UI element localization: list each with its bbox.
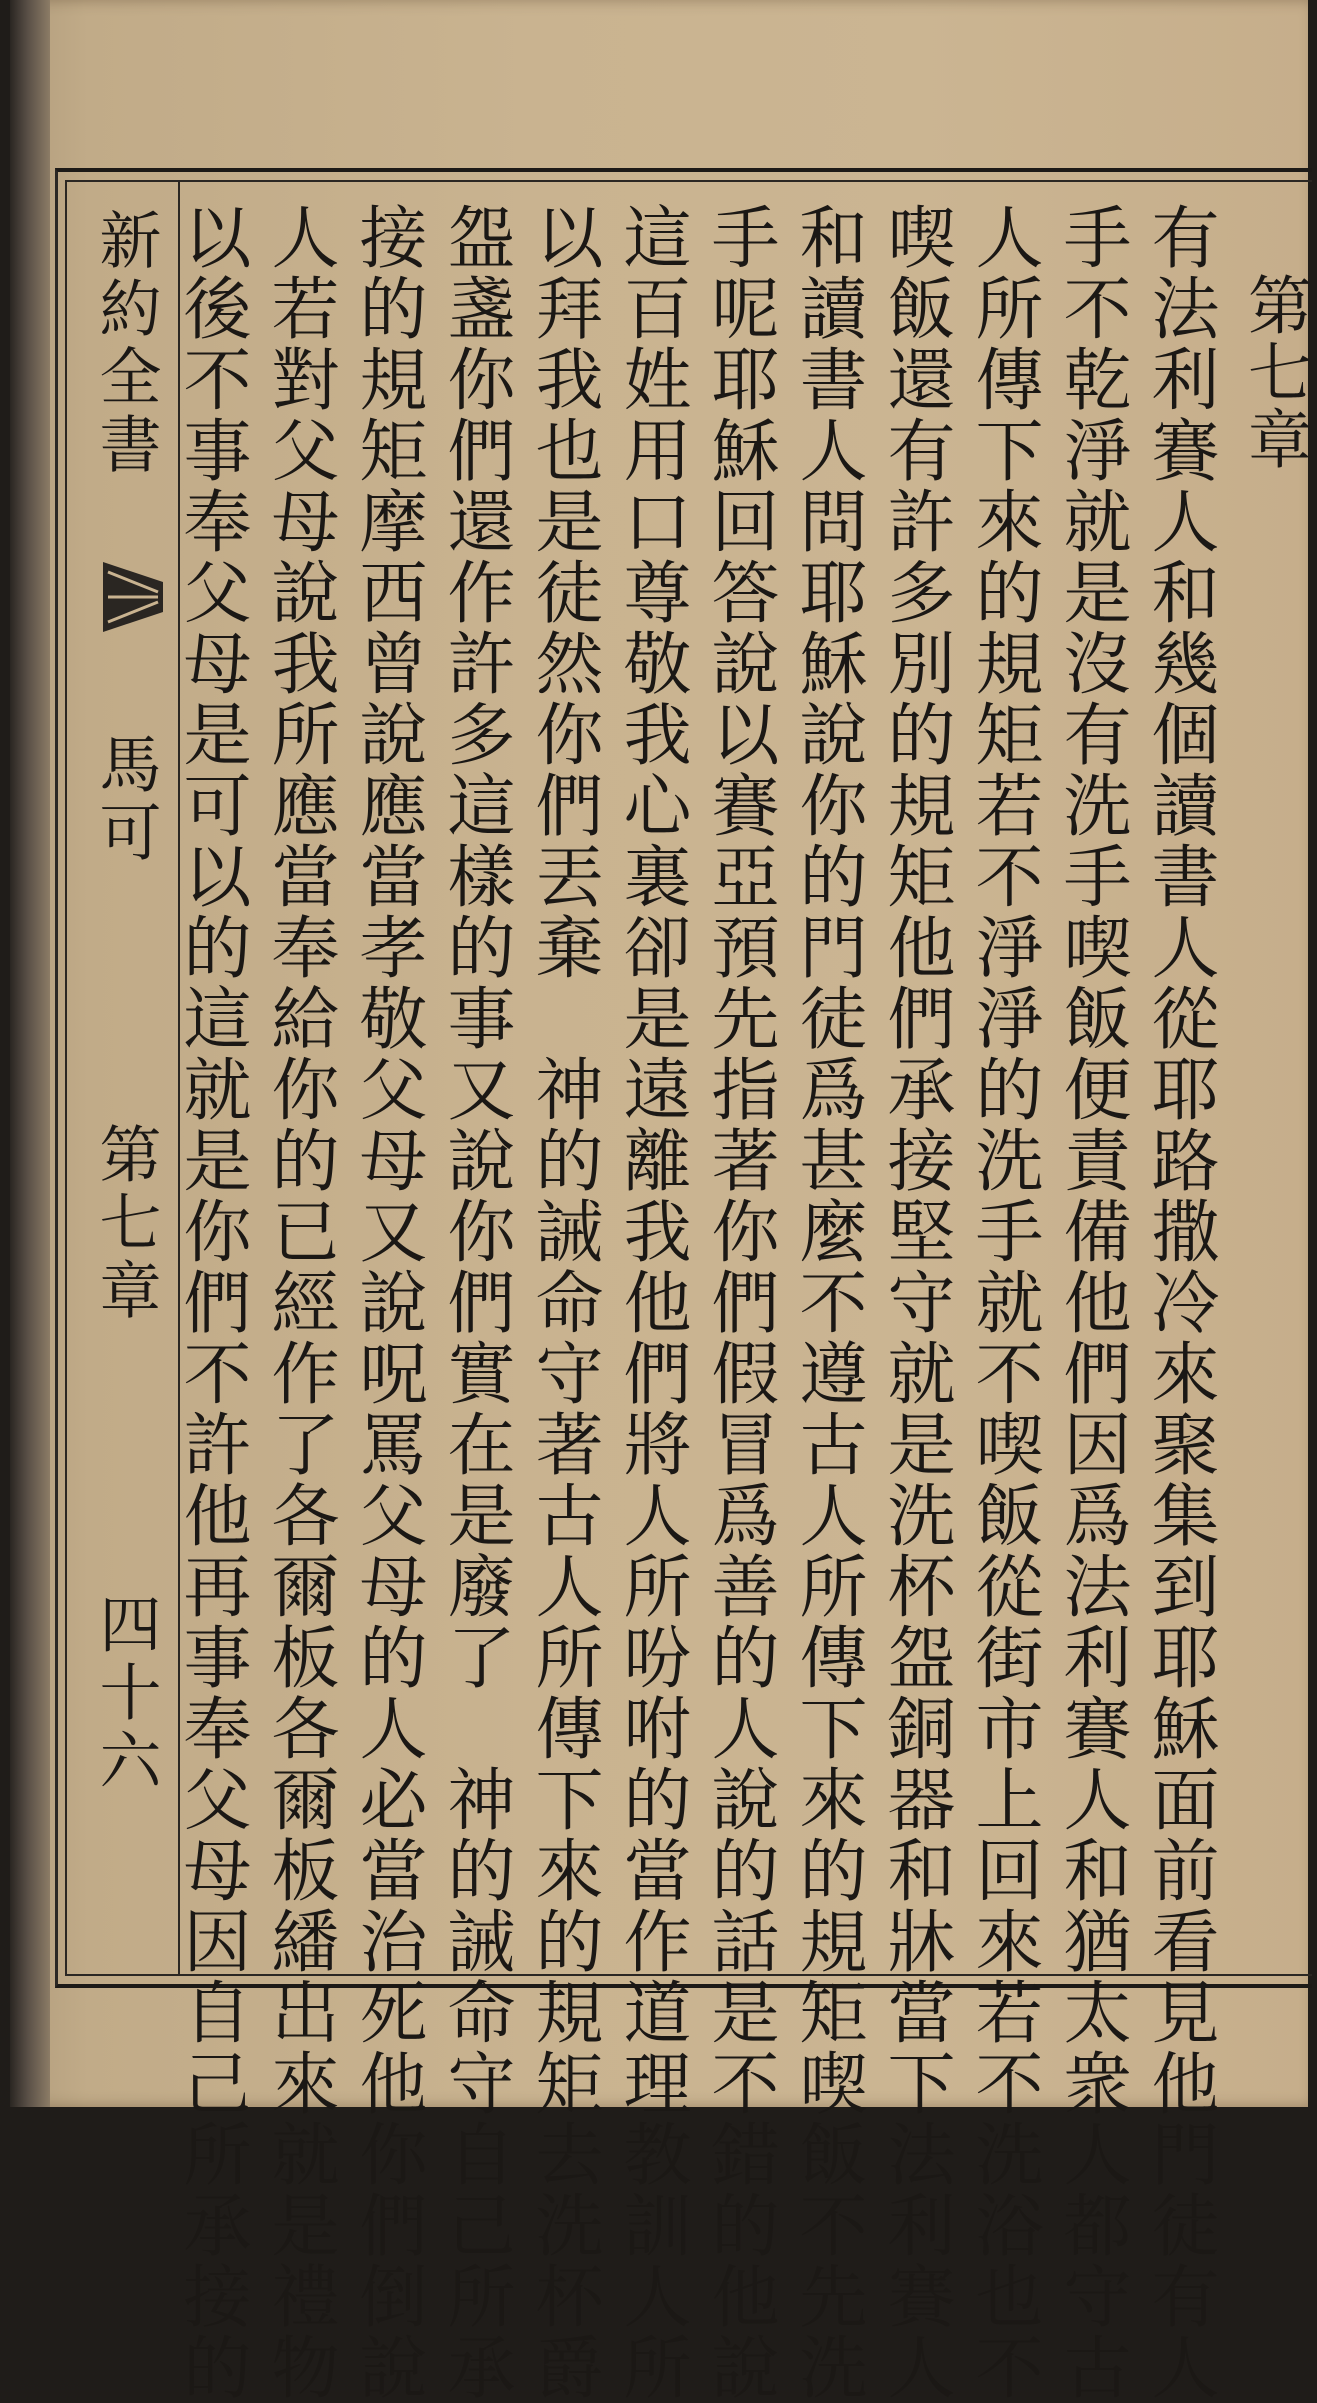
page-spine-edge	[10, 0, 50, 2107]
text-column: 以拜我也是徒然你們丟棄 神的誡命守著古人所傳下來的規矩去洗杯爵	[524, 202, 603, 2403]
gospel-name: 馬可	[89, 732, 162, 868]
fishtail-mark-icon	[98, 552, 168, 642]
margin-chapter: 第七章	[89, 1122, 162, 1326]
text-frame	[55, 168, 1312, 2403]
text-column: 以後不事奉父母是可以的這就是你們不許他再事奉父母因自己所承接的	[172, 202, 251, 2403]
text-column: 和讀書人問耶穌說你的門徒爲甚麼不遵古人所傳下來的規矩喫飯不先洗	[788, 202, 867, 2403]
text-column: 接的規矩摩西曾說應當孝敬父母又說呪罵父母的人必當治死他你們倒說	[348, 202, 427, 2403]
text-column: 人所傳下來的規矩若不淨淨的洗手就不喫飯從街市上回來若不洗浴也不	[964, 202, 1043, 2403]
book-title: 新約全書	[89, 208, 162, 480]
text-column: 人若對父母說我所應當奉給你的已經作了各爾板各爾板繙出來就是禮物	[260, 202, 339, 2403]
text-column: 這百姓用口尊敬我心裏卻是遠離我他們將人所吩咐的當作道理教訓人所	[612, 202, 691, 2403]
page-number: 四十六	[89, 1592, 162, 1796]
text-column: 喫飯還有許多別的規矩他們承接堅守就是洗杯盌銅器和牀當下法利賽人	[876, 202, 955, 2403]
text-column: 手不乾淨就是沒有洗手喫飯便責備他們因爲法利賽人和猶太衆人都守古	[1052, 202, 1131, 2403]
chapter-heading: 第七章	[1237, 272, 1311, 473]
text-column: 盌盞你們還作許多這樣的事又說你們實在是廢了 神的誡命守自己所承	[436, 202, 515, 2403]
book-page	[10, 0, 1311, 2403]
text-column: 手呢耶穌回答說以賽亞預先指著你們假冒爲善的人說的話是不錯的他說	[700, 202, 779, 2403]
text-column: 有法利賽人和幾個讀書人從耶路撒冷來聚集到耶穌面前看見他門徒有人	[1140, 202, 1219, 2403]
